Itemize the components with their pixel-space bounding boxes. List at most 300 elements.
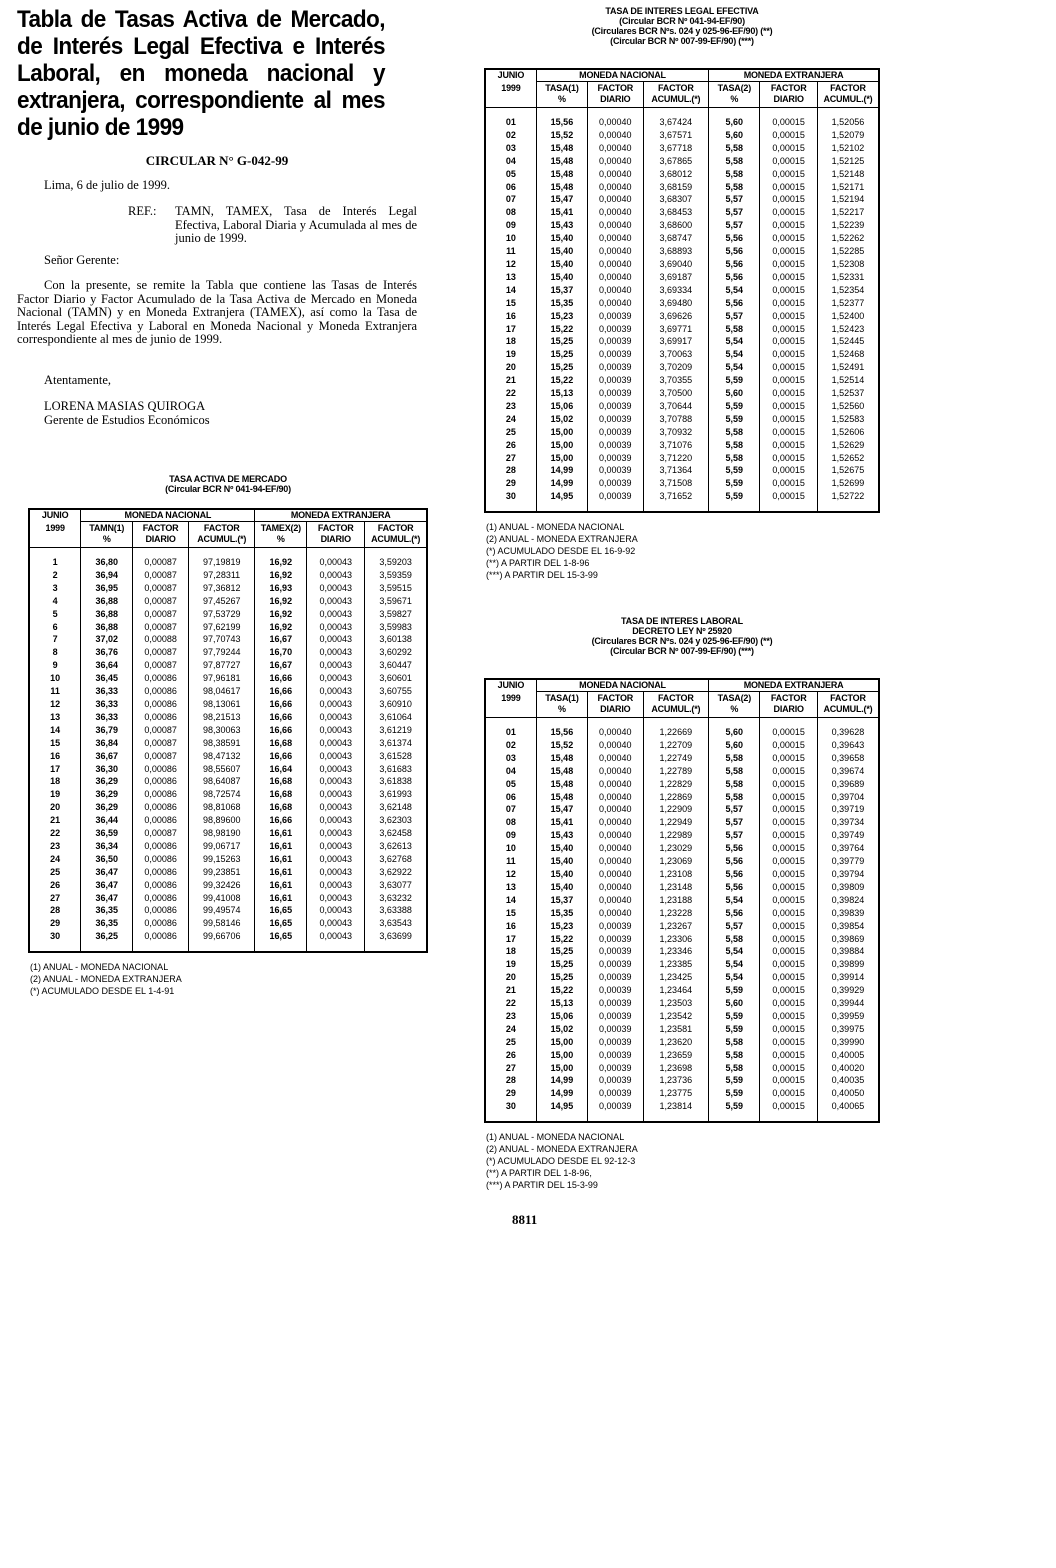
table-cell: 1,52056 — [817, 116, 879, 129]
table-cell: 22 — [485, 387, 536, 400]
table-cell: 13 — [485, 271, 536, 284]
table-cell: 14 — [29, 724, 81, 737]
signature-block — [44, 400, 210, 427]
table-cell: 5,54 — [709, 894, 760, 907]
table-cell: 15,48 — [536, 168, 587, 181]
ref-text: TAMN, TAMEX, Tasa de Interés Legal Efectiva, Laboral Diaria y Acumulada al mes de junio de 1999. — [175, 204, 417, 245]
table-cell: 15,25 — [536, 945, 587, 958]
table-cell: 36,94 — [81, 569, 133, 582]
table-cell: 3,61374 — [365, 737, 427, 750]
table-cell: 1,22909 — [643, 803, 709, 816]
table-cell: 0,00087 — [133, 621, 189, 634]
table-cell: 15,13 — [536, 387, 587, 400]
table-cell: 36,35 — [81, 904, 133, 917]
table-cell: 0,00040 — [588, 297, 643, 310]
table-cell: 36,33 — [81, 711, 133, 724]
table-cell: 5,59 — [709, 984, 760, 997]
column-header: FACTOR ACUMUL.(*) — [817, 692, 879, 718]
table-row — [29, 582, 427, 595]
table-cell: 5,56 — [709, 842, 760, 855]
table-cell: 36,29 — [81, 788, 133, 801]
table-cell: 06 — [485, 791, 536, 804]
table-cell: 16,61 — [255, 866, 307, 879]
table-cell: 1,23698 — [643, 1062, 709, 1075]
table-row — [29, 750, 427, 763]
table-cell: 0,00015 — [760, 1010, 817, 1023]
table-cell: 23 — [485, 400, 536, 413]
table-cell: 36,33 — [81, 698, 133, 711]
table-cell: 5,56 — [709, 855, 760, 868]
table-cell: 0,00039 — [588, 464, 643, 477]
table-cell: 0,00015 — [760, 1087, 817, 1100]
table-cell: 15,40 — [536, 232, 587, 245]
table-cell: 16,93 — [255, 582, 307, 595]
table-row — [29, 801, 427, 814]
table-cell: 5,54 — [709, 335, 760, 348]
table-cell: 0,00043 — [307, 685, 365, 698]
table-cell: 3,71076 — [643, 439, 709, 452]
table-cell: 16 — [485, 920, 536, 933]
table-row — [29, 646, 427, 659]
table-row — [29, 698, 427, 711]
table-title-line: (Circular BCR Nº 007-99-EF/90) (***) — [610, 646, 754, 656]
table-row — [29, 556, 427, 569]
table-cell: 97,53729 — [189, 608, 255, 621]
table-cell: 37,02 — [81, 633, 133, 646]
table-cell: 5,59 — [709, 413, 760, 426]
table-cell: 15,00 — [536, 439, 587, 452]
table-cell: 0,00043 — [307, 866, 365, 879]
table-cell: 3,62303 — [365, 814, 427, 827]
table-row — [485, 374, 879, 387]
table-cell: 24 — [485, 1023, 536, 1036]
table-cell: 36,50 — [81, 853, 133, 866]
table-cell: 3,70209 — [643, 361, 709, 374]
table-row — [485, 323, 879, 336]
table-cell: 98,55607 — [189, 763, 255, 776]
table-row — [485, 232, 879, 245]
table-cell: 0,00015 — [760, 361, 817, 374]
header-junio: JUNIO — [29, 509, 81, 522]
table-row — [485, 310, 879, 323]
table-row — [485, 206, 879, 219]
table-cell: 16,68 — [255, 788, 307, 801]
table-cell: 3,69771 — [643, 323, 709, 336]
table-row — [485, 116, 879, 129]
table-cell: 15,25 — [536, 361, 587, 374]
table-cell: 98,89600 — [189, 814, 255, 827]
table-cell: 0,00039 — [588, 1100, 643, 1113]
table-row — [485, 855, 879, 868]
table-cell: 15,48 — [536, 791, 587, 804]
table-cell: 1,52102 — [817, 142, 879, 155]
table-cell: 1,23503 — [643, 997, 709, 1010]
footnote: (*) ACUMULADO DESDE EL 1-4-91 — [30, 986, 175, 997]
table-cell: 15,48 — [536, 155, 587, 168]
table-cell: 0,00039 — [588, 1062, 643, 1075]
table-cell: 99,32426 — [189, 879, 255, 892]
table-cell: 98,38591 — [189, 737, 255, 750]
table-cell: 26 — [485, 439, 536, 452]
table-cell: 1,52171 — [817, 181, 879, 194]
table-cell: 25 — [485, 1036, 536, 1049]
table-cell: 15,25 — [536, 335, 587, 348]
table-cell: 15,47 — [536, 193, 587, 206]
table-cell: 5,58 — [709, 778, 760, 791]
table-cell: 3,61683 — [365, 763, 427, 776]
table-cell: 3,68893 — [643, 245, 709, 258]
table-cell: 3,60910 — [365, 698, 427, 711]
table-cell: 0,39809 — [817, 881, 879, 894]
table-cell: 0,00086 — [133, 879, 189, 892]
table-row — [485, 1074, 879, 1087]
table-cell: 16,66 — [255, 711, 307, 724]
table-title-line: DECRETO LEY Nº 25920 — [632, 626, 732, 636]
table-cell: 26 — [485, 1049, 536, 1062]
table-cell: 3,71220 — [643, 452, 709, 465]
table-cell: 22 — [485, 997, 536, 1010]
table-cell: 15,00 — [536, 1062, 587, 1075]
column-header: TASA(1) % — [536, 82, 587, 108]
table-cell: 5,57 — [709, 310, 760, 323]
table-cell: 14 — [485, 284, 536, 297]
table-cell: 15,40 — [536, 868, 587, 881]
table-cell: 1,22989 — [643, 829, 709, 842]
table-cell: 20 — [29, 801, 81, 814]
table-cell: 0,00015 — [760, 129, 817, 142]
table-cell: 16,67 — [255, 659, 307, 672]
table-cell: 0,40035 — [817, 1074, 879, 1087]
table-cell: 17 — [485, 323, 536, 336]
table-cell: 6 — [29, 621, 81, 634]
table-row — [485, 1010, 879, 1023]
table-cell: 3,69917 — [643, 335, 709, 348]
table-cell: 02 — [485, 739, 536, 752]
header-moneda-nacional: MONEDA NACIONAL — [536, 69, 708, 82]
table-cell: 0,00015 — [760, 232, 817, 245]
table-cell: 0,00087 — [133, 569, 189, 582]
table-cell: 16,92 — [255, 569, 307, 582]
table-cell: 0,00015 — [760, 155, 817, 168]
footnote: (***) A PARTIR DEL 15-3-99 — [486, 1180, 598, 1191]
table-row — [485, 168, 879, 181]
table-cell: 16,65 — [255, 930, 307, 943]
table-cell: 5,58 — [709, 933, 760, 946]
table-cell: 0,00039 — [588, 1023, 643, 1036]
table-cell: 15,40 — [536, 271, 587, 284]
table-cell: 0,00015 — [760, 1100, 817, 1113]
table-cell: 15,06 — [536, 400, 587, 413]
footnote: (*) ACUMULADO DESDE EL 92-12-3 — [486, 1156, 636, 1167]
table-cell: 99,41008 — [189, 892, 255, 905]
table-cell: 0,00015 — [760, 374, 817, 387]
table-row — [29, 672, 427, 685]
table-cell: 1,23581 — [643, 1023, 709, 1036]
table-cell: 15,41 — [536, 816, 587, 829]
table-cell: 8 — [29, 646, 81, 659]
table-cell: 3,59671 — [365, 595, 427, 608]
table-cell: 0,00015 — [760, 258, 817, 271]
table-cell: 0,00039 — [588, 400, 643, 413]
table-cell: 0,00040 — [588, 245, 643, 258]
table-cell: 0,00040 — [588, 219, 643, 232]
table-row — [485, 284, 879, 297]
signer-title: Gerente de Estudios Económicos — [44, 412, 210, 427]
table-cell: 15,37 — [536, 894, 587, 907]
table-cell: 98,81068 — [189, 801, 255, 814]
table-cell: 5,58 — [709, 752, 760, 765]
table-cell: 0,39628 — [817, 726, 879, 739]
table-cell: 0,00015 — [760, 490, 817, 503]
table-cell: 5,58 — [709, 323, 760, 336]
table-cell: 3,68600 — [643, 219, 709, 232]
table-cell: 0,00043 — [307, 621, 365, 634]
table-cell: 0,00015 — [760, 168, 817, 181]
table-cell: 5,58 — [709, 439, 760, 452]
table-row — [485, 739, 879, 752]
table-cell: 27 — [485, 1062, 536, 1075]
table-cell: 0,00015 — [760, 219, 817, 232]
table-cell: 0,00086 — [133, 672, 189, 685]
table-cell: 1,52148 — [817, 168, 879, 181]
table-cell: 16 — [29, 750, 81, 763]
table-cell: 04 — [485, 155, 536, 168]
table-cell: 5,58 — [709, 181, 760, 194]
table-cell: 0,00039 — [588, 920, 643, 933]
table-cell: 15,40 — [536, 855, 587, 868]
table-cell: 0,00015 — [760, 193, 817, 206]
table-cell: 15,25 — [536, 971, 587, 984]
table-cell: 26 — [29, 879, 81, 892]
table-cell: 5,60 — [709, 387, 760, 400]
table-cell: 0,00086 — [133, 866, 189, 879]
table-cell: 18 — [485, 335, 536, 348]
table-cell: 21 — [485, 984, 536, 997]
table-row — [29, 840, 427, 853]
table-cell: 0,39794 — [817, 868, 879, 881]
table-cell: 15,02 — [536, 1023, 587, 1036]
table-cell: 5,59 — [709, 1087, 760, 1100]
table-cell: 0,00015 — [760, 245, 817, 258]
table-cell: 5,60 — [709, 726, 760, 739]
table-cell: 1,23148 — [643, 881, 709, 894]
table-cell: 3,59983 — [365, 621, 427, 634]
table-cell: 0,00087 — [133, 608, 189, 621]
table-cell: 0,39884 — [817, 945, 879, 958]
table-cell: 05 — [485, 778, 536, 791]
table-cell: 15,25 — [536, 958, 587, 971]
table-cell: 15,48 — [536, 752, 587, 765]
table-cell: 0,00015 — [760, 881, 817, 894]
table-cell: 0,39764 — [817, 842, 879, 855]
table-cell: 3,68747 — [643, 232, 709, 245]
table-cell: 1,52354 — [817, 284, 879, 297]
table-cell: 15,56 — [536, 726, 587, 739]
table-cell: 0,00039 — [588, 1074, 643, 1087]
footnote: (2) ANUAL - MONEDA EXTRANJERA — [486, 534, 638, 545]
table-cell: 05 — [485, 168, 536, 181]
table-cell: 3,60138 — [365, 633, 427, 646]
table-cell: 1,22869 — [643, 791, 709, 804]
table-cell: 08 — [485, 816, 536, 829]
table-cell: 0,00043 — [307, 569, 365, 582]
table-cell: 3 — [29, 582, 81, 595]
table-cell: 0,00086 — [133, 814, 189, 827]
column-header: TASA(2) % — [709, 692, 760, 718]
table-cell: 0,00015 — [760, 997, 817, 1010]
table-cell: 36,34 — [81, 840, 133, 853]
table-row — [29, 685, 427, 698]
table-cell: 0,39643 — [817, 739, 879, 752]
table-cell: 5,56 — [709, 297, 760, 310]
table-cell: 0,00040 — [588, 142, 643, 155]
table-cell: 24 — [485, 413, 536, 426]
table-cell: 3,62148 — [365, 801, 427, 814]
table-cell: 99,58146 — [189, 917, 255, 930]
table-cell: 15,00 — [536, 1036, 587, 1049]
table-row — [485, 193, 879, 206]
footnote: (1) ANUAL - MONEDA NACIONAL — [30, 962, 169, 973]
table-cell: 1,23267 — [643, 920, 709, 933]
table-cell: 28 — [29, 904, 81, 917]
table-cell: 3,70500 — [643, 387, 709, 400]
table-cell: 03 — [485, 142, 536, 155]
table-cell: 16,61 — [255, 892, 307, 905]
table-row — [485, 1087, 879, 1100]
table-cell: 0,00015 — [760, 868, 817, 881]
table-row — [485, 361, 879, 374]
table-row — [485, 245, 879, 258]
table-row — [485, 726, 879, 739]
table-cell: 36,80 — [81, 556, 133, 569]
table-cell: 5,58 — [709, 452, 760, 465]
table-cell: 15,06 — [536, 1010, 587, 1023]
column-header: FACTOR DIARIO — [760, 692, 817, 718]
table-cell: 0,00040 — [588, 907, 643, 920]
table-cell: 0,00040 — [588, 868, 643, 881]
table-cell: 0,00040 — [588, 168, 643, 181]
body-paragraph: Con la presente, se remite la Tabla que contiene las Tasas de Interés Factor Diario y Factor Acumulado de la Tasa Activa de Mercado en Moneda Nacional (TAMN) y en Moneda Extranjera (TAMEX), así como la Tasa de Interés Legal Efectiva y Laboral en Moneda Nacional y Moneda Extranjera correspondiente al mes de junio de 1999. — [17, 278, 417, 346]
table-cell: 1,52262 — [817, 232, 879, 245]
table-cell: 1,23306 — [643, 933, 709, 946]
header-year: 1999 — [29, 522, 81, 548]
table-cell: 36,44 — [81, 814, 133, 827]
table-cell: 15,22 — [536, 374, 587, 387]
table-cell: 1,52491 — [817, 361, 879, 374]
table-cell: 16,64 — [255, 763, 307, 776]
table-cell: 0,00043 — [307, 917, 365, 930]
table-cell: 0,00015 — [760, 791, 817, 804]
table-cell: 0,00015 — [760, 1049, 817, 1062]
table-cell: 3,61528 — [365, 750, 427, 763]
table-title — [484, 6, 880, 68]
table-cell: 0,00015 — [760, 387, 817, 400]
table-title-line: TASA ACTIVA DE MERCADO — [169, 474, 287, 484]
table-cell: 0,00043 — [307, 879, 365, 892]
table-cell: 1,23620 — [643, 1036, 709, 1049]
table-cell: 0,39824 — [817, 894, 879, 907]
table-cell: 3,61219 — [365, 724, 427, 737]
table-cell: 16,65 — [255, 917, 307, 930]
table-cell: 0,00043 — [307, 814, 365, 827]
table-row — [29, 917, 427, 930]
table-cell: 0,39975 — [817, 1023, 879, 1036]
table-cell: 1,52537 — [817, 387, 879, 400]
table-cell: 20 — [485, 971, 536, 984]
table-row — [485, 945, 879, 958]
table-cell: 3,71508 — [643, 477, 709, 490]
table-title-line: (Circular BCR Nº 041-94-EF/90) — [619, 16, 745, 26]
table-cell: 0,00015 — [760, 933, 817, 946]
table-cell: 17 — [29, 763, 81, 776]
table-cell: 97,96181 — [189, 672, 255, 685]
table-cell: 0,00015 — [760, 116, 817, 129]
table-cell: 0,00015 — [760, 1074, 817, 1087]
table-row — [485, 297, 879, 310]
table-cell: 1,52377 — [817, 297, 879, 310]
table-cell: 1,52400 — [817, 310, 879, 323]
table-cell: 0,00043 — [307, 775, 365, 788]
table-cell: 0,00040 — [588, 181, 643, 194]
table-cell: 13 — [485, 881, 536, 894]
table-cell: 0,00040 — [588, 271, 643, 284]
table-cell: 0,00039 — [588, 413, 643, 426]
table-cell: 20 — [485, 361, 536, 374]
table-cell: 15,47 — [536, 803, 587, 816]
table-cell: 2 — [29, 569, 81, 582]
table-cell: 5,60 — [709, 116, 760, 129]
table-cell: 97,19819 — [189, 556, 255, 569]
table-cell: 0,00015 — [760, 855, 817, 868]
table-cell: 01 — [485, 116, 536, 129]
table-cell: 19 — [485, 958, 536, 971]
table-cell: 15,48 — [536, 181, 587, 194]
table-cell: 15,00 — [536, 452, 587, 465]
table-row — [485, 219, 879, 232]
table-cell: 15,22 — [536, 984, 587, 997]
header-moneda-extranjera: MONEDA EXTRANJERA — [709, 679, 879, 692]
table-cell: 3,60447 — [365, 659, 427, 672]
table-cell: 28 — [485, 1074, 536, 1087]
table-cell: 1,52699 — [817, 477, 879, 490]
table-cell: 16,70 — [255, 646, 307, 659]
table-row — [29, 569, 427, 582]
table-cell: 1,52079 — [817, 129, 879, 142]
table-cell: 36,88 — [81, 621, 133, 634]
table-cell: 1,23775 — [643, 1087, 709, 1100]
table-cell: 0,00040 — [588, 206, 643, 219]
table-cell: 0,00043 — [307, 763, 365, 776]
table-cell: 0,00040 — [588, 752, 643, 765]
table-cell: 14,95 — [536, 490, 587, 503]
table-row — [485, 464, 879, 477]
table-row — [485, 155, 879, 168]
table-cell: 1,52629 — [817, 439, 879, 452]
table-cell: 36,25 — [81, 930, 133, 943]
table-cell: 15,48 — [536, 142, 587, 155]
document-headline: Tabla de Tasas Activa de Mercado, de Interés Legal Efectiva e Interés Laboral, en moneda nacional y extranjera, correspondiente al mes de junio de 1999 — [17, 6, 385, 141]
table-cell: 0,00015 — [760, 335, 817, 348]
table-cell: 5,60 — [709, 997, 760, 1010]
table-cell: 36,76 — [81, 646, 133, 659]
table-cell: 5,59 — [709, 1010, 760, 1023]
table-row — [485, 842, 879, 855]
table-cell: 1,52514 — [817, 374, 879, 387]
table-cell: 1,23385 — [643, 958, 709, 971]
table-cell: 15,22 — [536, 323, 587, 336]
table-row — [29, 853, 427, 866]
table-cell: 0,00015 — [760, 907, 817, 920]
